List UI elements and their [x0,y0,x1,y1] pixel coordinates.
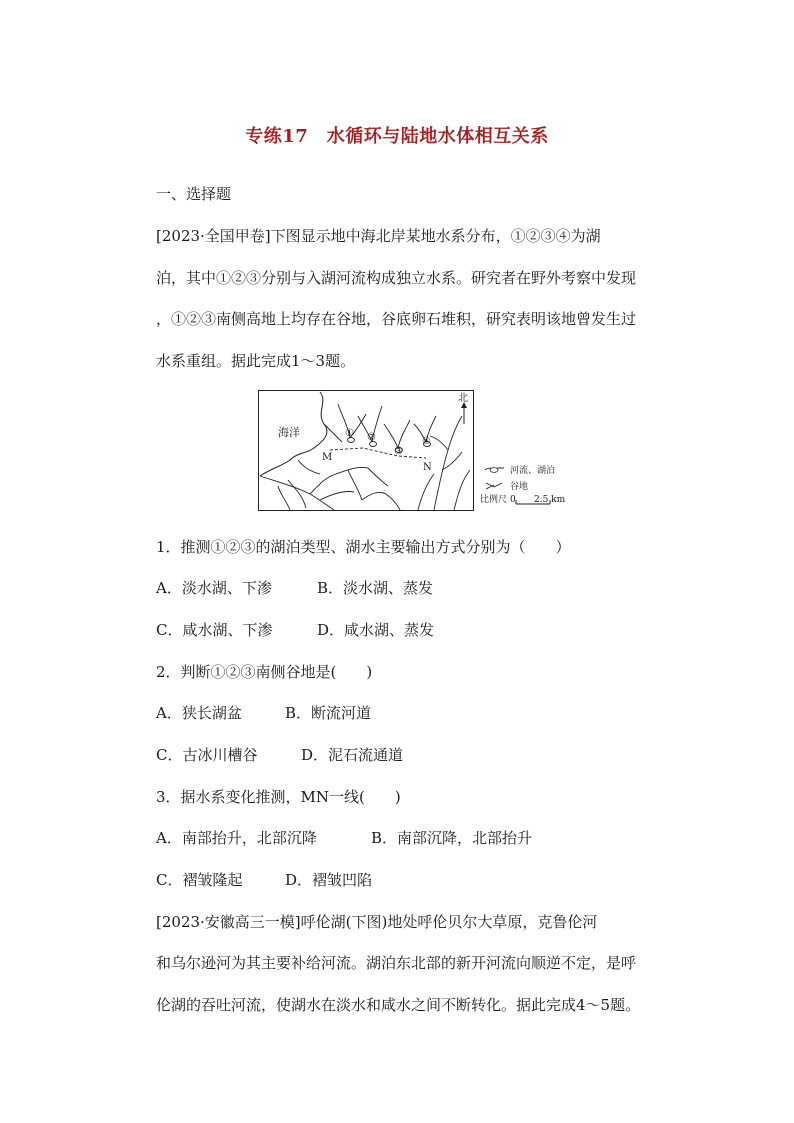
lake-label-2: ② [367,432,376,443]
lake-label-3: ③ [394,446,403,457]
point-m-label: M [322,452,333,463]
mn-line [330,448,426,458]
lake-label-1: ① [345,428,354,439]
intro1-line-4: 水系重组。据此完成1～3题。 [156,352,356,370]
question-2-option-a[interactable]: A．狭长湖盆 [156,704,242,722]
drainage-map-svg [258,390,566,512]
question-3-option-c[interactable]: C．褶皱隆起 [156,871,243,889]
page-title: 专练17 水循环与陆地水体相互关系 [245,126,549,147]
question-3-option-b[interactable]: B．南部沉降，北部抬升 [371,829,533,847]
lake-label-4: ④ [422,436,431,447]
section-heading: 一、选择题 [156,185,232,203]
point-n-label: N [423,462,432,473]
question-1-option-a[interactable]: A．淡水湖、下渗 [156,579,272,597]
drainage-map-figure [258,390,566,512]
question-3-stem: 3．据水系变化推测，MN一线( ) [156,788,401,806]
question-2-option-c[interactable]: C．古冰川槽谷 [156,746,258,764]
question-1-stem: 1．推测①②③的湖泊类型、湖水主要输出方式分别为（ ） [156,538,571,556]
legend-river-label: 河流、湖泊 [510,466,556,476]
question-3-option-a[interactable]: A．南部抬升，北部沉降 [156,829,317,847]
question-3-option-d[interactable]: D．褶皱凹陷 [285,871,373,889]
intro1-line-1: [2023·全国甲卷]下图显示地中海北岸某地水系分布，①②③④为湖 [156,227,601,245]
intro2-line-2: 和乌尔逊河为其主要补给河流。湖泊东北部的新开河流向顺逆不定，是呼 [156,954,637,972]
question-1-option-c[interactable]: C．咸水湖、下渗 [156,621,273,639]
lakes [348,438,431,453]
question-2-stem: 2．判断①②③南侧谷地是( ) [156,663,373,681]
map-frame [259,391,474,511]
question-2-option-d[interactable]: D．泥石流通道 [301,746,404,764]
intro2-line-1: [2023·安徽高三一模]呼伦湖(下图)地处呼伦贝尔大草原，克鲁伦河 [156,913,598,931]
question-2-option-b[interactable]: B．断流河道 [285,704,372,722]
river-network [260,404,470,510]
scale-label: 比例尺 [480,495,508,505]
intro1-line-2: 泊，其中①②③分别与入湖河流构成独立水系。研究者在野外考察中发现 [156,269,637,287]
sea-label: 海洋 [278,426,300,439]
question-1-option-b[interactable]: B．淡水湖、蒸发 [317,579,434,597]
scale-value-label: 2.5 km [534,495,566,505]
scale-zero-label: 0 [510,495,516,505]
legend-valley-label: 谷地 [510,482,529,492]
question-1-option-d[interactable]: D．咸水湖、蒸发 [317,621,435,639]
intro1-line-3: ，①②③南侧高地上均存在谷地，谷底卵石堆积，研究表明该地曾发生过 [156,310,637,328]
intro2-line-3: 伦湖的吞吐河流，使湖水在淡水和咸水之间不断转化。据此完成4～5题。 [156,996,641,1014]
north-label: 北 [458,393,468,404]
legend-lake-icon [490,468,498,473]
